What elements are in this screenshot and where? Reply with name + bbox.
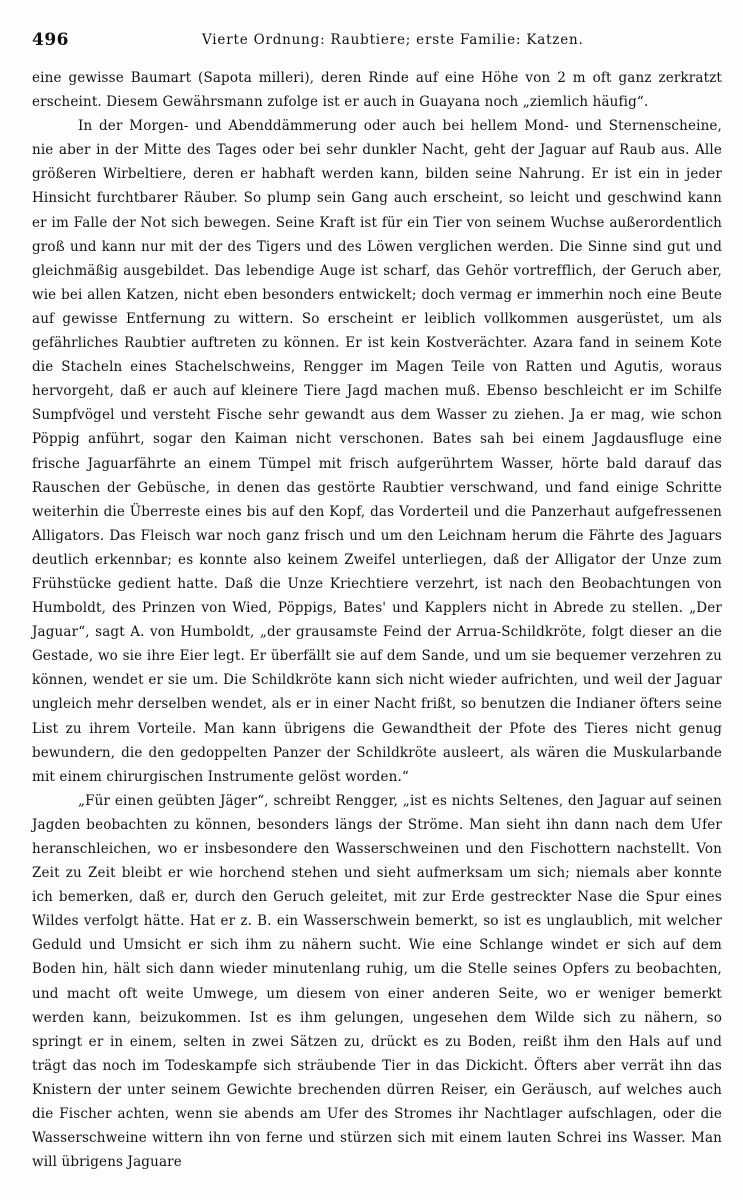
paragraph: „Für einen geübten Jäger“, schreibt Rengger, „ist es nichts Seltenes, den Jaguar auf seinen Jagden beobachten zu können, besonders längs der Ströme. Man sieht ihn dann nach dem Ufer heranschleichen, wo er insbesondere den Wasserschweinen und den Fischottern nachstellt. Von Zeit zu Zeit bleibt er wie horchend stehen und sieht aufmerksam um sich; niemals aber konnte ich bemerken, daß er, durch den Geruch geleitet, mit zur Erde gestreckter Nase die Spur eines Wildes verfolgt hätte. Hat er z. B. ein Wasserschwein bemerkt, so ist es unglaublich, mit welcher Geduld und Umsicht er sich ihm zu nähern sucht. Wie eine Schlange windet er sich auf dem Boden hin, hält sich dann wieder minutenlang ruhig, um die Stelle seines Opfers zu beobachten, und macht oft weite Umwege, um diesem von einer anderen Seite, wo er weniger bemerkt werden kann, beizukommen. Ist es ihm gelungen, ungesehen dem Wilde sich zu nähern, so springt er in einem, selten in zwei Sätzen zu, drückt es zu Boden, reißt ihm den Hals auf und trägt das noch im Todeskampfe sich sträubende Tier in das Dickicht. Öfters aber verrät ihn das Knistern der unter seinem Gewichte brechenden dürren Reiser, ein Geräusch, auf welches auch die Fischer achten, wenn sie abends am Ufer des Stromes ihr Nachtlager aufschlagen, oder die Wasserschweine wittern ihn von ferne und stürzen sich mit einem lauten Schrei ins Wasser. Man will übrigens Jaguare: [32, 792, 722, 1171]
page-header: [32, 30, 722, 54]
page-number: 496: [32, 30, 69, 50]
body-text: [32, 66, 722, 1174]
running-head: Vierte Ordnung: Raubtiere; erste Familie: Katzen.: [202, 32, 584, 48]
paragraph: eine gewisse Baumart (Sapota milleri), deren Rinde auf eine Höhe von 2 m oft ganz zerkratzt erscheint. Diesem Gewährsmann zufolge ist er auch in Guayana noch „ziemlich häufig“.: [32, 70, 722, 111]
paragraph: In der Morgen- und Abenddämmerung oder auch bei hellem Mond- und Sternenscheine, nie aber in der Mitte des Tages oder bei sehr dunkler Nacht, geht der Jaguar auf Raub aus. Alle größeren Wirbeltiere, deren er habhaft werden kann, bilden seine Nahrung. Er ist ein in jeder Hinsicht furchtbarer Räuber. So plump sein Gang auch erscheint, so leicht und geschwind kann er im Falle der Not sich bewegen. Seine Kraft ist für ein Tier von seinem Wuchse außerordentlich groß und kann nur mit der des Tigers und des Löwen verglichen werden. Die Sinne sind gut und gleichmäßig ausgebildet. Das lebendige Auge ist scharf, das Gehör vortrefflich, der Geruch aber, wie bei allen Katzen, nicht eben besonders entwickelt; doch vermag er immerhin noch eine Beute auf gewisse Entfernung zu wittern. So erscheint er leiblich vollkommen ausgerüstet, um als gefährliches Raubtier auftreten zu können. Er ist kein Kostverächter. Azara fand in seinem Kote die Stacheln eines Stachelschweins, Rengger im Magen Teile von Ratten und Agutis, woraus hervorgeht, daß er auch auf kleinere Tiere Jagd machen muß. Ebenso beschleicht er im Schilfe Sumpfvögel und versteht Fische sehr gewandt aus dem Wasser zu ziehen. Ja er mag, wie schon Pöppig anführt, sogar den Kaiman nicht verschonen. Bates sah bei einem Jagdausfluge eine frische Jaguarfährte an einem Tümpel mit frisch aufgerührtem Wasser, hörte bald darauf das Rauschen der Gebüsche, in denen das gestörte Raubtier verschwand, und fand einige Schritte weiterhin die Überreste eines bis auf den Kopf, das Vorderteil und die Panzerhaut aufgefressenen Alligators. Das Fleisch war noch ganz frisch und um den Leichnam herum die Fährte des Jaguars deutlich erkennbar; es konnte also keinem Zweifel unterliegen, daß der Alligator der Unze zum Frühstücke gedient hatte. Daß die Unze Kriechtiere verzehrt, ist nach den Beobachtungen von Humboldt, des Prinzen von Wied, Pöppigs, Bates' und Kapplers nicht in Abrede zu stellen. „Der Jaguar“, sagt A. von Humboldt, „der grausamste Feind der Arrua-Schildkröte, folgt dieser an die Gestade, wo sie ihre Eier legt. Er überfällt sie auf dem Sande, und um sie bequemer verzehren zu können, wendet er sie um. Die Schildkröte kann sich nicht wieder aufrichten, und weil der Jaguar ungleich mehr derselben wendet, als er in einer Nacht frißt, so benutzen die Indianer öfters seine List zu ihrem Vorteile. Man kann übrigens die Gewandtheit der Pfote des Tieres nicht genug bewundern, die den gedoppelten Panzer der Schildkröte ausleert, als wären die Muskularbande mit einem chirurgischen Instrumente gelöst worden.“: [32, 118, 722, 785]
